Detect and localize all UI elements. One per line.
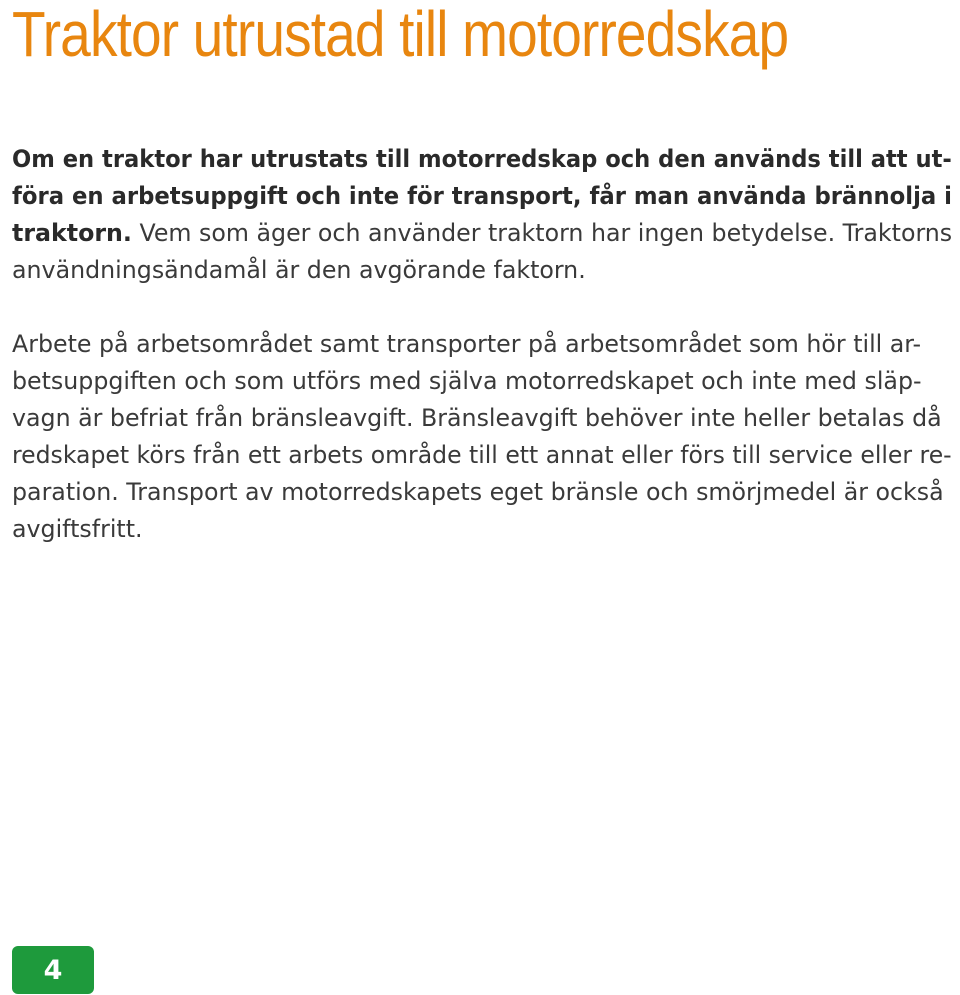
intro-line	[12, 215, 952, 252]
page-number: 4	[43, 954, 63, 986]
intro-paragraph	[12, 141, 960, 289]
body-paragraph	[12, 326, 960, 548]
page-number-badge	[12, 946, 94, 994]
body-line: vagn är befriat från bränsleavgift. Bränsleavgift behöver inte heller betalas då	[12, 404, 942, 432]
intro-line: föra en arbetsuppgift och inte för transport, får man använda brännolja i	[12, 182, 952, 210]
intro-line: Om en traktor har utrustats till motorredskap och den används till att ut-	[12, 145, 952, 173]
intro-line: användningsändamål är den avgörande faktorn.	[12, 256, 586, 284]
body-line: paration. Transport av motorredskapets eget bränsle och smörjmedel är också	[12, 478, 944, 506]
body-line: redskapet körs från ett arbets område till ett annat eller förs till service eller re-	[12, 441, 952, 469]
intro-bold-end: traktorn.	[12, 219, 132, 247]
body-line: Arbete på arbetsområdet samt transporter på arbetsområdet som hör till ar-	[12, 330, 922, 358]
intro-regular-start: Vem som äger och använder traktorn har ingen betydelse. Traktorns	[131, 219, 953, 247]
body-line: betsuppgiften och som utförs med själva motorredskapet och inte med släp-	[12, 367, 922, 395]
page-title: Traktor utrustad till motorredskap	[12, 0, 789, 70]
body-line: avgiftsfritt.	[12, 515, 143, 543]
